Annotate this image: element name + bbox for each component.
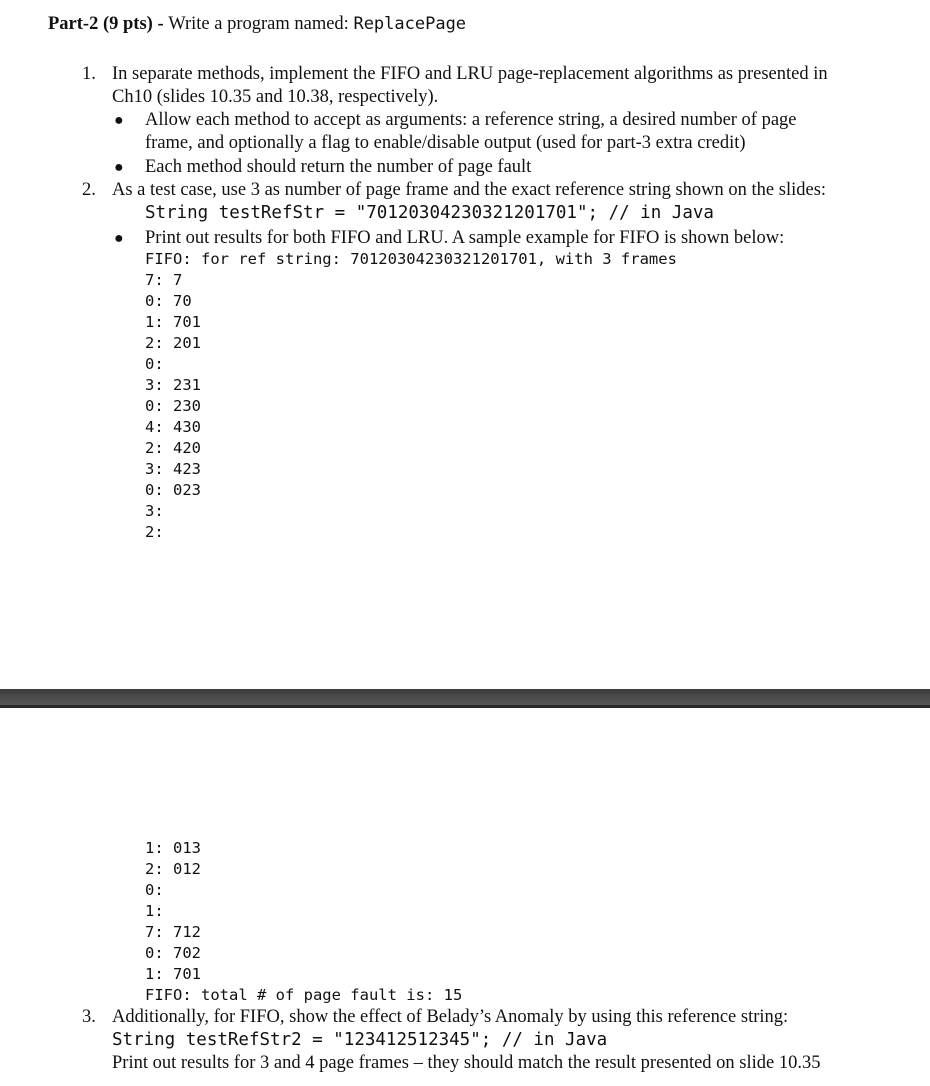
output-line: 3: 231	[145, 376, 201, 394]
item-2-line-1: As a test case, use 3 as number of page frame and the exact reference string shown on the slides:	[112, 180, 827, 200]
item-number-3: 3.	[82, 1007, 96, 1027]
output-total: FIFO: total # of page fault is: 15	[145, 986, 463, 1004]
item-3-line: Additionally, for FIFO, show the effect of Belady’s Anomaly by using this reference string:	[112, 1007, 789, 1027]
item-number-1: 1.	[82, 64, 96, 84]
output-line: 3:	[145, 502, 164, 520]
output-line: 7: 7	[145, 271, 183, 289]
bullet-icon: ●	[114, 112, 124, 129]
item-1-bullet-2: Each method should return the number of page fault	[145, 157, 532, 177]
item-2-bullet: Print out results for both FIFO and LRU. A sample example for FIFO is shown below:	[145, 228, 785, 248]
output-line: 0: 70	[145, 292, 192, 310]
output-line: 1: 701	[145, 313, 201, 331]
output-line: 2:	[145, 523, 164, 541]
item-3-code: String testRefStr2 = "123412512345"; // in Java	[112, 1030, 608, 1050]
output-line: 0: 230	[145, 397, 201, 415]
item-1-line-1: In separate methods, implement the FIFO and LRU page-replacement algorithms as presented in	[112, 64, 828, 84]
output-line: 3: 423	[145, 460, 201, 478]
item-1-line-2: Ch10 (slides 10.35 and 10.38, respectively).	[112, 87, 439, 107]
output-line: 0:	[145, 881, 164, 899]
output-line: 1:	[145, 902, 164, 920]
output-line: 1: 701	[145, 965, 201, 983]
output-line: 4: 430	[145, 418, 201, 436]
item-number-2: 2.	[82, 180, 96, 200]
bullet-icon: ●	[114, 230, 124, 247]
page-title	[48, 14, 466, 35]
title-lead: Write a program named:	[168, 14, 354, 34]
bullet-icon: ●	[114, 159, 124, 176]
output-header: FIFO: for ref string: 70120304230321201701, with 3 frames	[145, 250, 677, 268]
output-line: 7: 712	[145, 923, 201, 941]
item-3-last-line: Print out results for 3 and 4 page frames – they should match the result presented on slide 10.35	[112, 1053, 821, 1073]
page-divider	[0, 689, 930, 708]
item-1-bullet-1-line-1: Allow each method to accept as arguments: a reference string, a desired number of page	[145, 110, 797, 130]
program-name: ReplacePage	[353, 14, 467, 34]
output-line: 2: 012	[145, 860, 201, 878]
output-line: 2: 420	[145, 439, 201, 457]
item-2-code: String testRefStr = "70120304230321201701"; // in Java	[145, 203, 714, 223]
output-line: 0: 023	[145, 481, 201, 499]
output-line: 2: 201	[145, 334, 201, 352]
item-1-bullet-1-line-2: frame, and optionally a flag to enable/disable output (used for part-3 extra credit)	[145, 133, 746, 153]
part-label: Part-2 (9 pts)	[48, 14, 153, 34]
output-line: 0: 702	[145, 944, 201, 962]
output-line: 1: 013	[145, 839, 201, 857]
output-line: 0:	[145, 355, 164, 373]
title-dash: -	[152, 14, 169, 34]
